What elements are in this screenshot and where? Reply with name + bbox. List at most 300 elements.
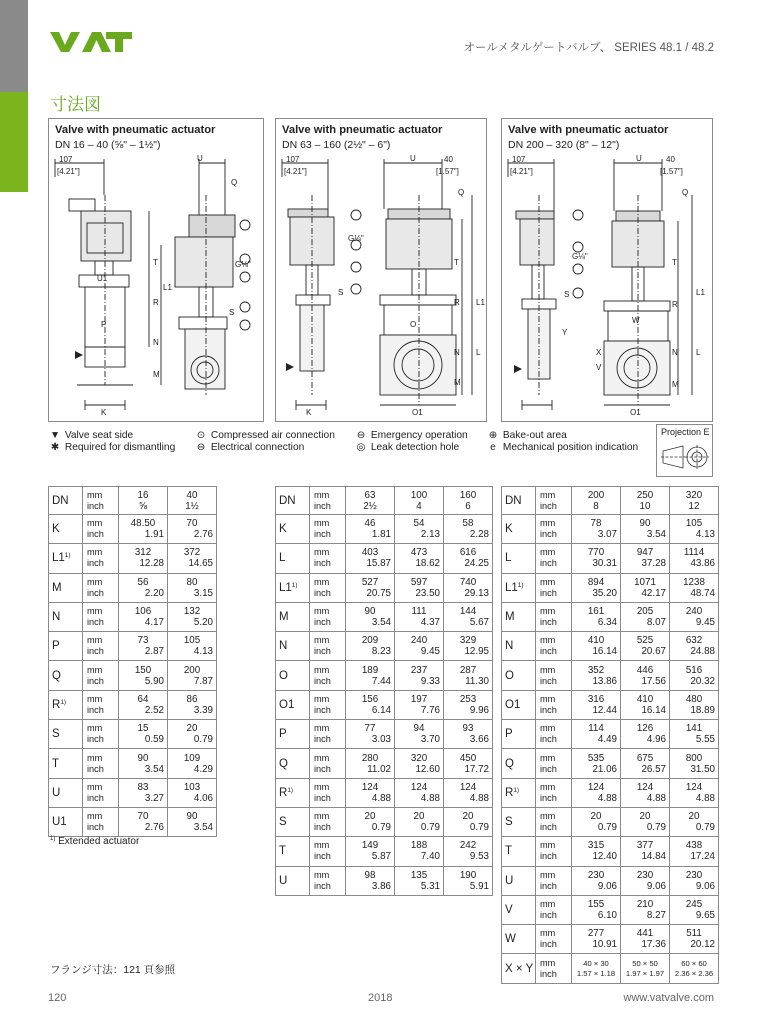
label-M: M bbox=[454, 378, 461, 387]
row-label-text: K bbox=[52, 523, 60, 536]
unit-inch: inch bbox=[87, 617, 104, 628]
unit-cell bbox=[83, 602, 119, 631]
unit-inch: inch bbox=[540, 792, 557, 803]
unit-inch: inch bbox=[314, 646, 331, 657]
position-indication-icon: e bbox=[490, 442, 496, 453]
unit-inch: inch bbox=[87, 822, 104, 833]
row-label: DN bbox=[49, 487, 83, 515]
legend-item: ⊖ Emergency operation bbox=[354, 430, 468, 442]
row-label-text: R bbox=[279, 786, 288, 799]
value-cell bbox=[168, 602, 217, 631]
row-label-text: O1 bbox=[505, 698, 521, 711]
unit-cell bbox=[83, 807, 119, 836]
table-row bbox=[276, 690, 493, 719]
row-label-text: N bbox=[52, 611, 61, 624]
dn-inch-value: 10 bbox=[639, 500, 651, 512]
inch-value: 24.25 bbox=[464, 558, 489, 570]
mm-value: 90 bbox=[639, 518, 651, 530]
inch-value: 15.87 bbox=[366, 558, 391, 570]
inch-value: 20.12 bbox=[690, 939, 715, 951]
unit-mm: mm bbox=[314, 518, 330, 529]
dn-inch-value: 1½ bbox=[185, 500, 199, 512]
inch-value: 12.44 bbox=[592, 704, 617, 716]
valve-drawing-medium bbox=[276, 155, 486, 421]
unit-inch: inch bbox=[87, 792, 104, 803]
mm-value: 126 bbox=[636, 723, 654, 735]
mm-value: 205 bbox=[636, 606, 654, 618]
unit-cell bbox=[310, 749, 346, 778]
unit-inch: inch bbox=[540, 617, 557, 628]
unit-inch: inch bbox=[540, 675, 557, 686]
value-cell bbox=[572, 895, 621, 924]
inch-value: 2.76 bbox=[144, 822, 164, 834]
table-row bbox=[502, 895, 719, 924]
inch-value: 6.14 bbox=[371, 704, 391, 716]
mm-value: 240 bbox=[685, 606, 703, 618]
unit-inch: inch bbox=[314, 734, 331, 745]
unit-mm: mm bbox=[540, 635, 556, 646]
value-cell bbox=[670, 690, 719, 719]
unit-cell bbox=[310, 602, 346, 631]
row-label-text: K bbox=[279, 523, 287, 536]
inch-value: 3.15 bbox=[193, 587, 213, 599]
inch-value: 6.10 bbox=[597, 910, 617, 921]
inch-value: 2.52 bbox=[144, 704, 164, 716]
table-row bbox=[276, 515, 493, 544]
table-row bbox=[502, 602, 719, 631]
label-R: R bbox=[672, 300, 678, 309]
row-label bbox=[49, 573, 83, 602]
unit-mm: mm bbox=[314, 781, 330, 792]
value-cell bbox=[444, 690, 493, 719]
dim-40-label: 40 bbox=[444, 155, 453, 164]
unit-mm: mm bbox=[87, 547, 103, 558]
dim-107-label: 107 bbox=[59, 155, 73, 164]
value-cell bbox=[572, 807, 621, 836]
value-cell bbox=[168, 807, 217, 836]
mm-value: 94 bbox=[413, 723, 425, 735]
unit-inch: inch bbox=[540, 529, 557, 540]
unit-cell bbox=[536, 573, 572, 602]
value-cell bbox=[346, 837, 395, 866]
inch-value: 5.31 bbox=[420, 880, 440, 892]
row-label-text: U bbox=[52, 786, 61, 799]
inch-value: 3.86 bbox=[371, 880, 391, 892]
row-label-text: T bbox=[279, 845, 287, 858]
legend-col-3 bbox=[354, 430, 468, 454]
unit-mm: mm bbox=[314, 723, 330, 734]
label-G18: G⅛" bbox=[348, 234, 364, 243]
mm-value: 46 bbox=[364, 518, 376, 530]
table-row bbox=[502, 866, 719, 895]
mm-value: 287 bbox=[459, 664, 477, 676]
mm-value: 410 bbox=[587, 635, 605, 647]
dn-mm-value: 40 bbox=[186, 489, 198, 501]
value-cell bbox=[168, 749, 217, 778]
projection-box bbox=[656, 424, 713, 477]
mm-value: 135 bbox=[410, 869, 428, 881]
mm-value: 947 bbox=[636, 547, 654, 559]
value-cell bbox=[670, 925, 719, 954]
unit-inch: inch bbox=[314, 529, 331, 540]
unit-mm: mm bbox=[87, 723, 103, 734]
mm-value: 150 bbox=[134, 664, 152, 676]
mm-value: 770 bbox=[587, 547, 605, 559]
valve-drawing-small bbox=[49, 155, 263, 421]
row-label bbox=[502, 602, 536, 631]
inch-value: 3.07 bbox=[597, 529, 617, 541]
inch-value: 4.88 bbox=[469, 792, 489, 804]
unit-cell bbox=[83, 749, 119, 778]
dn-cell bbox=[119, 487, 168, 515]
table-row bbox=[502, 632, 719, 661]
unit-inch: inch bbox=[314, 704, 331, 715]
inch-value: 2.20 bbox=[144, 587, 164, 599]
inch-value: 3.54 bbox=[193, 822, 213, 834]
footnote-marker: 1) bbox=[291, 581, 298, 589]
value-cell bbox=[621, 544, 670, 573]
projection-label: Projection E bbox=[661, 427, 710, 437]
mm-value: 106 bbox=[134, 606, 152, 618]
value-cell bbox=[395, 837, 444, 866]
inch-value: 0.79 bbox=[420, 822, 440, 834]
value-cell bbox=[444, 515, 493, 544]
inch-value: 4.37 bbox=[420, 617, 440, 629]
value-cell bbox=[119, 749, 168, 778]
mm-value: 90 bbox=[186, 811, 198, 823]
value-cell bbox=[572, 515, 621, 544]
unit-cell bbox=[536, 749, 572, 778]
label-O1: O1 bbox=[630, 408, 641, 417]
unit-mm: mm bbox=[87, 781, 103, 792]
inch-value: 3.27 bbox=[144, 792, 164, 804]
inch-value: 2.13 bbox=[420, 529, 440, 541]
mm-value: 511 bbox=[686, 928, 702, 940]
value-cell bbox=[670, 749, 719, 778]
value-cell bbox=[395, 544, 444, 573]
mm-value: 48.50 bbox=[130, 518, 156, 530]
unit-cell bbox=[310, 515, 346, 544]
value-cell bbox=[621, 515, 670, 544]
row-label bbox=[49, 807, 83, 836]
dn-inch-value: ⅝ bbox=[138, 500, 148, 512]
row-label bbox=[276, 602, 310, 631]
unit-mm: mm bbox=[87, 489, 103, 500]
mm-value: 675 bbox=[636, 752, 654, 764]
label-P: P bbox=[101, 320, 107, 329]
unit-inch: inch bbox=[540, 822, 557, 833]
value-cell bbox=[621, 661, 670, 690]
row-label-text: U1 bbox=[52, 816, 67, 829]
value-cell bbox=[395, 661, 444, 690]
value-cell bbox=[572, 544, 621, 573]
dim-40-inch-label: [1.57"] bbox=[660, 167, 683, 176]
legend-item: ▼ Valve seat side bbox=[49, 430, 134, 441]
value-cell bbox=[670, 895, 719, 924]
row-label-text: L1 bbox=[52, 552, 65, 565]
drawing-panel-3 bbox=[501, 118, 713, 422]
value-cell bbox=[395, 690, 444, 719]
table-row bbox=[502, 925, 719, 954]
mm-value: 210 bbox=[636, 899, 654, 910]
mm-value: 525 bbox=[636, 635, 654, 647]
unit-mm: mm bbox=[314, 840, 330, 851]
footer-year: 2018 bbox=[368, 992, 393, 1004]
mm-value: 230 bbox=[685, 869, 703, 881]
value-cell bbox=[444, 602, 493, 631]
label-L1: L1 bbox=[696, 288, 705, 297]
row-label-text: M bbox=[505, 611, 515, 624]
value-cell bbox=[444, 837, 493, 866]
unit-mm: mm bbox=[540, 664, 556, 675]
value-cell bbox=[168, 544, 217, 573]
value-cell bbox=[119, 515, 168, 544]
value-cell bbox=[168, 661, 217, 690]
row-label-text: O bbox=[279, 669, 288, 682]
inch-value: 37.28 bbox=[641, 558, 666, 570]
dn-mm-value: 16 bbox=[137, 489, 149, 501]
row-label-text: N bbox=[279, 640, 288, 653]
unit-cell bbox=[536, 487, 572, 515]
value-cell bbox=[621, 837, 670, 866]
row-label-text: L1 bbox=[279, 581, 292, 594]
inch-value: 4.96 bbox=[646, 734, 666, 746]
table-row bbox=[502, 544, 719, 573]
inch-value: 1.81 bbox=[371, 529, 391, 541]
mm-value: 320 bbox=[410, 752, 428, 764]
label-N: N bbox=[454, 348, 460, 357]
value-cell bbox=[670, 573, 719, 602]
unit-cell bbox=[310, 807, 346, 836]
row-label-text: M bbox=[52, 581, 62, 594]
value-cell bbox=[670, 720, 719, 749]
row-label-text: O bbox=[505, 669, 514, 682]
unit-cell bbox=[536, 661, 572, 690]
row-label-text: P bbox=[505, 728, 513, 741]
value-cell bbox=[119, 632, 168, 661]
unit-inch: inch bbox=[314, 792, 331, 803]
mm-value: 1238 bbox=[683, 576, 705, 588]
row-label bbox=[276, 866, 310, 895]
value-cell bbox=[572, 690, 621, 719]
value-cell bbox=[346, 544, 395, 573]
inch-value: 5.91 bbox=[469, 880, 489, 892]
unit-mm: mm bbox=[314, 547, 330, 558]
mm-value: 403 bbox=[361, 547, 379, 559]
inch-value: 4.49 bbox=[597, 734, 617, 746]
value-cell bbox=[621, 807, 670, 836]
value-cell bbox=[572, 925, 621, 954]
row-label bbox=[276, 720, 310, 749]
label-S: S bbox=[338, 288, 344, 297]
row-label-text: P bbox=[52, 640, 60, 653]
row-label bbox=[502, 778, 536, 807]
inch-value: 2.76 bbox=[193, 529, 213, 541]
unit-cell bbox=[536, 954, 572, 983]
row-label-text: L1 bbox=[505, 581, 518, 594]
unit-inch: inch bbox=[540, 910, 557, 920]
table-row bbox=[502, 749, 719, 778]
value-cell bbox=[395, 866, 444, 895]
mm-value: 124 bbox=[361, 781, 379, 793]
inch-value: 17.56 bbox=[641, 675, 666, 687]
unit-inch: inch bbox=[87, 704, 104, 715]
table-row bbox=[276, 661, 493, 690]
inch-value: 12.60 bbox=[415, 763, 440, 775]
mm-value: 597 bbox=[410, 576, 428, 588]
table-row bbox=[49, 778, 217, 807]
inch-value: 4.13 bbox=[695, 529, 715, 541]
label-O: O bbox=[410, 320, 417, 329]
unit-cell bbox=[536, 632, 572, 661]
row-label bbox=[502, 925, 536, 954]
inch-value: 0.79 bbox=[695, 822, 715, 834]
mm-value: 237 bbox=[410, 664, 428, 676]
inch-value: 0.79 bbox=[371, 822, 391, 834]
value-cell bbox=[444, 632, 493, 661]
panel-2-title: Valve with pneumatic actuator bbox=[282, 124, 443, 136]
unit-cell bbox=[536, 720, 572, 749]
legend-item: ◎ Leak detection hole bbox=[354, 442, 468, 454]
valve-seat-icon: ▼ bbox=[49, 430, 61, 441]
table-row bbox=[502, 778, 719, 807]
unit-inch: inch bbox=[87, 646, 104, 657]
unit-inch: inch bbox=[314, 558, 331, 569]
mm-value: 189 bbox=[361, 664, 379, 676]
mm-value: 894 bbox=[587, 576, 605, 588]
value-cell bbox=[346, 866, 395, 895]
unit-mm: mm bbox=[540, 928, 556, 939]
mm-value: 800 bbox=[685, 752, 703, 764]
row-label-text: L bbox=[505, 552, 512, 565]
legend-item: ✱ Required for dismantling bbox=[48, 442, 175, 454]
table-row bbox=[49, 515, 217, 544]
unit-cell bbox=[83, 632, 119, 661]
unit-mm: mm bbox=[540, 869, 556, 880]
inch-value: 5.20 bbox=[193, 617, 213, 629]
section-title: 寸法図 bbox=[50, 95, 101, 114]
value-cell bbox=[670, 807, 719, 836]
unit-inch: inch bbox=[87, 587, 104, 598]
value-cell bbox=[572, 866, 621, 895]
bake-out-icon: ⊕ bbox=[488, 430, 498, 441]
unit-inch: inch bbox=[540, 646, 557, 657]
unit-mm: mm bbox=[540, 489, 556, 500]
sidebar-gray-bar bbox=[0, 0, 28, 92]
mm-value: 124 bbox=[587, 781, 605, 793]
legend-col-1 bbox=[48, 430, 175, 454]
inch-value: 2.36 × 2.36 bbox=[674, 968, 714, 978]
dn-inch-value: 12 bbox=[688, 500, 700, 512]
label-Q: Q bbox=[682, 188, 689, 197]
inch-value: 17.24 bbox=[690, 851, 715, 863]
legend-item: ⊖ Electrical connection bbox=[194, 442, 335, 454]
drawing-panel-2 bbox=[275, 118, 487, 422]
table-row bbox=[276, 602, 493, 631]
mm-value: 90 bbox=[364, 606, 376, 618]
unit-mm: mm bbox=[540, 899, 556, 909]
label-R: R bbox=[454, 298, 460, 307]
mm-value: 516 bbox=[685, 664, 703, 676]
value-cell bbox=[395, 632, 444, 661]
row-label-text: S bbox=[505, 816, 513, 829]
table-row bbox=[49, 632, 217, 661]
table-row bbox=[276, 573, 493, 602]
value-cell bbox=[621, 720, 670, 749]
value-cell bbox=[346, 661, 395, 690]
inch-value: 17.36 bbox=[641, 939, 666, 951]
label-T: T bbox=[454, 258, 459, 267]
label-L1: L1 bbox=[163, 283, 172, 292]
asterisk-icon: ✱ bbox=[50, 442, 60, 453]
value-cell bbox=[168, 690, 217, 719]
dimension-table-dn16-40 bbox=[48, 486, 217, 837]
inch-value: 9.53 bbox=[469, 851, 489, 863]
table-row bbox=[502, 690, 719, 719]
row-label bbox=[502, 895, 536, 924]
unit-cell bbox=[83, 573, 119, 602]
table-row bbox=[276, 866, 493, 895]
value-cell bbox=[670, 866, 719, 895]
footnote-marker: 1) bbox=[60, 698, 67, 706]
mm-value: 410 bbox=[636, 693, 654, 705]
unit-inch: inch bbox=[314, 617, 331, 628]
label-T: T bbox=[672, 258, 677, 267]
label-K: K bbox=[101, 408, 107, 417]
inch-value: 12.40 bbox=[592, 851, 617, 863]
mm-value: 149 bbox=[361, 840, 379, 852]
unit-mm: mm bbox=[540, 781, 556, 792]
unit-mm: mm bbox=[540, 752, 556, 763]
inch-value: 8.23 bbox=[371, 646, 391, 658]
mm-value: 93 bbox=[462, 723, 474, 735]
row-label bbox=[502, 837, 536, 866]
row-label bbox=[276, 778, 310, 807]
unit-inch: inch bbox=[540, 851, 557, 862]
value-cell bbox=[572, 954, 621, 983]
mm-value: 73 bbox=[137, 635, 149, 647]
mm-value: 70 bbox=[186, 518, 198, 530]
dn-cell bbox=[395, 487, 444, 515]
value-cell bbox=[444, 807, 493, 836]
table-row bbox=[502, 807, 719, 836]
row-label bbox=[276, 573, 310, 602]
value-cell bbox=[621, 632, 670, 661]
inch-value: 24.88 bbox=[690, 646, 715, 658]
inch-value: 1.91 bbox=[144, 529, 164, 541]
footnote: $^{1)}$ Extended actuator bbox=[50, 836, 140, 847]
value-cell bbox=[444, 778, 493, 807]
unit-inch: inch bbox=[314, 500, 331, 511]
table-row bbox=[49, 720, 217, 749]
mm-value: 78 bbox=[590, 518, 602, 530]
inch-value: 4.17 bbox=[144, 617, 164, 629]
dn-mm-value: 250 bbox=[636, 489, 654, 501]
unit-inch: inch bbox=[540, 939, 557, 950]
dim-40-label: 40 bbox=[666, 155, 675, 164]
label-L1: L1 bbox=[476, 298, 485, 307]
unit-mm: mm bbox=[314, 693, 330, 704]
table-row bbox=[502, 954, 719, 983]
table-row bbox=[502, 720, 719, 749]
row-label bbox=[49, 515, 83, 544]
mm-value: 372 bbox=[183, 547, 201, 559]
table-row bbox=[49, 544, 217, 573]
mm-value: 315 bbox=[587, 840, 605, 852]
inch-value: 5.67 bbox=[469, 617, 489, 629]
table-row bbox=[276, 778, 493, 807]
row-label bbox=[276, 632, 310, 661]
